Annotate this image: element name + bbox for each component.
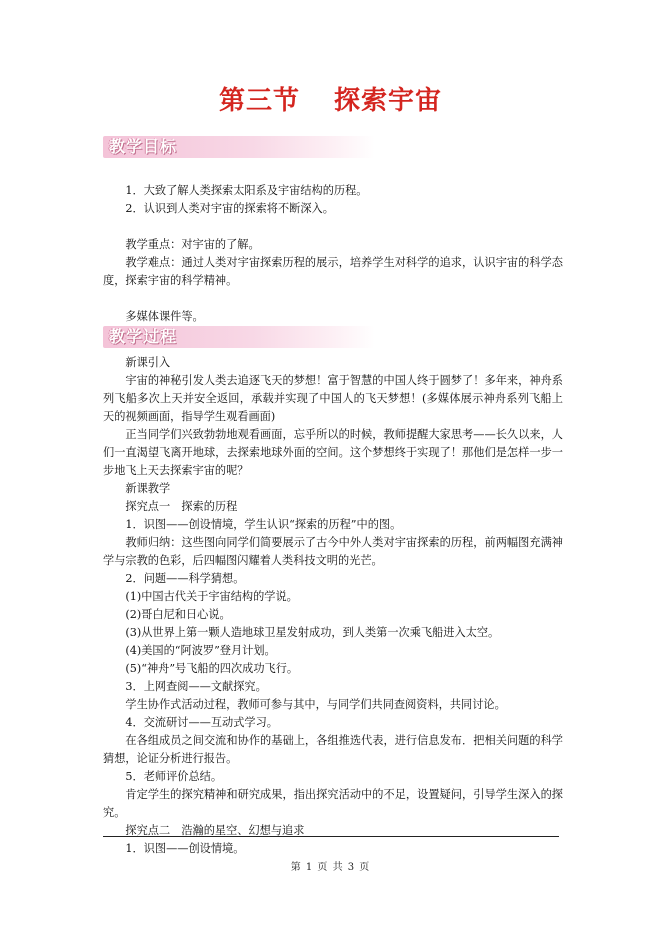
- process-paragraph: (1)中国古代关于宇宙结构的学说。: [125, 590, 298, 603]
- process-paragraph: 3．上网查阅——文献探究。: [125, 680, 267, 693]
- process-paragraph: 在各组成员之间交流和协作的基础上，各组推选代表，进行信息发布．把相关问题的科学猜想，论证分析进行报告。: [103, 734, 563, 765]
- process-paragraph: 5．老师评价总结。: [125, 770, 223, 783]
- section-banner-label: 教学目标: [109, 137, 178, 156]
- process-paragraph: 学生协作式活动过程，教师可参与其中，与同学们共同查阅资料，共同讨论。: [125, 698, 506, 711]
- process-paragraph: (4)美国的“阿波罗”登月计划。: [125, 644, 276, 657]
- title-section-number: 第三节: [218, 86, 300, 116]
- process-paragraph: 肯定学生的探究精神和研究成果，指出探究活动中的不足，设置疑问，引导学生深入的探究。: [103, 788, 563, 819]
- objective-item: 2．认识到人类对宇宙的探索将不断深入。: [125, 202, 334, 215]
- process-block: [103, 354, 563, 858]
- process-paragraph: (2)哥白尼和日心说。: [125, 608, 231, 621]
- objectives-block: [103, 182, 563, 326]
- process-paragraph: 新课引入: [125, 356, 171, 369]
- difficulty-point: 教学难点：通过人类对宇宙探索历程的展示，培养学生对科学的追求，认识宇宙的科学态度，探索宇宙的科学精神。: [103, 256, 563, 287]
- page-title: [0, 80, 661, 117]
- process-paragraph: (5)“神舟”号飞船的四次成功飞行。: [125, 662, 299, 675]
- process-paragraph: 1．识图——创设情境，学生认识“探索的历程”中的图。: [125, 518, 402, 531]
- process-paragraph: 探究点二 浩瀚的星空、幻想与追求: [125, 824, 305, 837]
- process-paragraph: (3)从世界上第一颗人造地球卫星发射成功，到人类第一次乘飞船进入太空。: [125, 626, 500, 639]
- key-point: 教学重点：对宇宙的了解。: [125, 238, 260, 251]
- process-paragraph: 教师归纳：这些图向同学们简要展示了古今中外人类对宇宙探索的历程，前两幅图充满神学与宗教的色彩，后四幅图闪耀着人类科技文明的光芒。: [103, 536, 563, 567]
- process-paragraph: 探究点一 探索的历程: [125, 500, 238, 513]
- section-banner-objectives: [103, 136, 375, 158]
- process-paragraph: 4．交流研讨——互动式学习。: [125, 716, 278, 729]
- process-paragraph: 正当同学们兴致勃勃地观看画面，忘乎所以的时候，教师提醒大家思考——长久以来，人们一直渴望飞离开地球，去探索地球外面的空间。这个梦想终于实现了！那他们是怎样一步一步地飞上天去探索宇宙的呢？: [103, 428, 563, 477]
- objective-item: 1．大致了解人类探索太阳系及宇宙结构的历程。: [125, 184, 368, 197]
- page-footer: 第 1 页 共 3 页: [290, 862, 371, 873]
- process-paragraph: 新课教学: [125, 482, 171, 495]
- footer-divider: [103, 836, 559, 837]
- process-paragraph: 2．问题——科学猜想。: [125, 572, 245, 585]
- section-banner-label: 教学过程: [109, 327, 178, 346]
- process-paragraph: 1．识图——创设情境。: [125, 842, 245, 855]
- process-paragraph: 宇宙的神秘引发人类去追逐飞天的梦想！富于智慧的中国人终于圆梦了！多年来，神舟系列飞船多次上天并安全返回，承载并实现了中国人的飞天梦想！(多媒体展示神舟系列飞船上天的视频画面，指导学生观看画面): [103, 374, 563, 423]
- materials: 多媒体课件等。: [125, 310, 204, 323]
- title-topic: 探索宇宙: [334, 86, 443, 116]
- section-banner-process: [103, 326, 375, 348]
